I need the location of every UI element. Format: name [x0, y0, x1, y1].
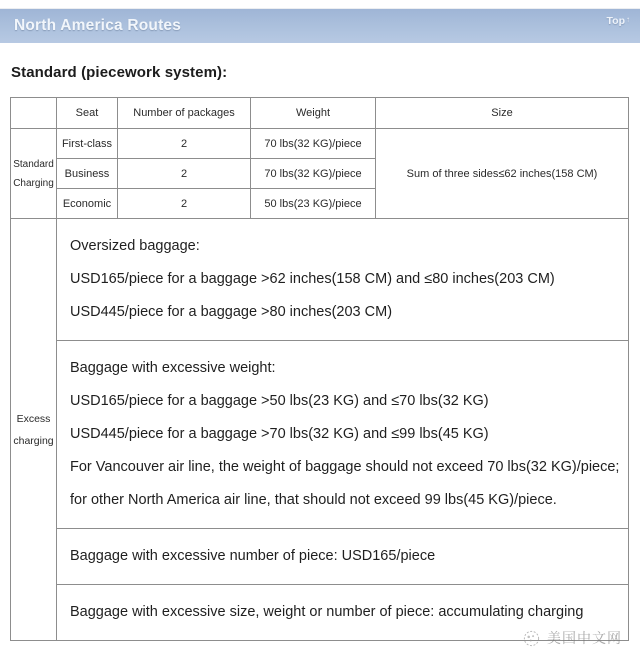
- arrow-up-icon: ↑: [626, 15, 630, 24]
- row-label-excess-line1: Excess: [16, 412, 51, 425]
- oversized-line2: USD445/piece for a baggage >80 inches(203 CM): [70, 304, 393, 320]
- table-row: [11, 129, 629, 159]
- oversized-title: Oversized baggage:: [70, 238, 200, 254]
- cell-packages-first-class: 2: [118, 129, 251, 159]
- cell-excessive-weight: [57, 341, 629, 529]
- overweight-line2: USD445/piece for a baggage >70 lbs(32 KG) and ≤99 lbs(45 KG): [70, 426, 489, 442]
- row-label-standard-line1: Standard: [13, 158, 54, 170]
- cell-seat-business: Business: [57, 159, 118, 189]
- column-header-weight: Weight: [251, 98, 376, 129]
- overweight-line1: USD165/piece for a baggage >50 lbs(23 KG) and ≤70 lbs(32 KG): [70, 393, 489, 409]
- row-label-excess-charging: [11, 219, 57, 641]
- cell-weight-business: 70 lbs(32 KG)/piece: [251, 159, 376, 189]
- table-row: [11, 219, 629, 341]
- cell-packages-business: 2: [118, 159, 251, 189]
- watermark-text: 美国中文网: [547, 631, 622, 647]
- table-row: [11, 341, 629, 529]
- overweight-line3: For Vancouver air line, the weight of baggage should not exceed 70 lbs(32 KG)/piece; for other North America air line, that should not exceed 99 lbs(45 KG)/piece.: [70, 459, 620, 508]
- table-row: [11, 585, 629, 641]
- back-to-top-label: Top: [606, 15, 625, 27]
- excess-pieces-text: Baggage with excessive number of piece: USD165/piece: [70, 548, 436, 564]
- page-title: North America Routes: [14, 17, 182, 34]
- cell-seat-first-class: First-class: [57, 129, 118, 159]
- column-header-seat: Seat: [57, 98, 118, 129]
- column-header-size: Size: [376, 98, 629, 129]
- table-row: [11, 529, 629, 585]
- column-header-packages: Number of packages: [118, 98, 251, 129]
- cell-weight-first-class: 70 lbs(32 KG)/piece: [251, 129, 376, 159]
- cell-seat-economic: Economic: [57, 189, 118, 219]
- row-label-excess-line2: charging: [13, 434, 54, 447]
- row-label-standard-line2: Charging: [13, 177, 54, 189]
- cell-size-value: Sum of three sides≤62 inches(158 CM): [376, 129, 629, 219]
- oversized-line1: USD165/piece for a baggage >62 inches(158 CM) and ≤80 inches(203 CM): [70, 271, 555, 287]
- cell-excessive-pieces: [57, 529, 629, 585]
- cell-oversized-baggage: [57, 219, 629, 341]
- table-header-row: [11, 98, 629, 129]
- page-header-band: [0, 9, 640, 43]
- baggage-allowance-table: [10, 97, 629, 641]
- combined-excess-text: Baggage with excessive size, weight or number of piece: accumulating charging: [70, 604, 584, 620]
- cell-weight-economic: 50 lbs(23 KG)/piece: [251, 189, 376, 219]
- row-label-standard-charging: [11, 129, 57, 219]
- cell-packages-economic: 2: [118, 189, 251, 219]
- section-heading: Standard (piecework system):: [11, 64, 228, 81]
- cell-combined-excess: [57, 585, 629, 641]
- overweight-title: Baggage with excessive weight:: [70, 360, 276, 376]
- back-to-top-link[interactable]: [607, 15, 630, 27]
- column-header-blank: [11, 98, 57, 129]
- baggage-table-wrap: [10, 97, 629, 641]
- page-top-strip: [0, 0, 640, 9]
